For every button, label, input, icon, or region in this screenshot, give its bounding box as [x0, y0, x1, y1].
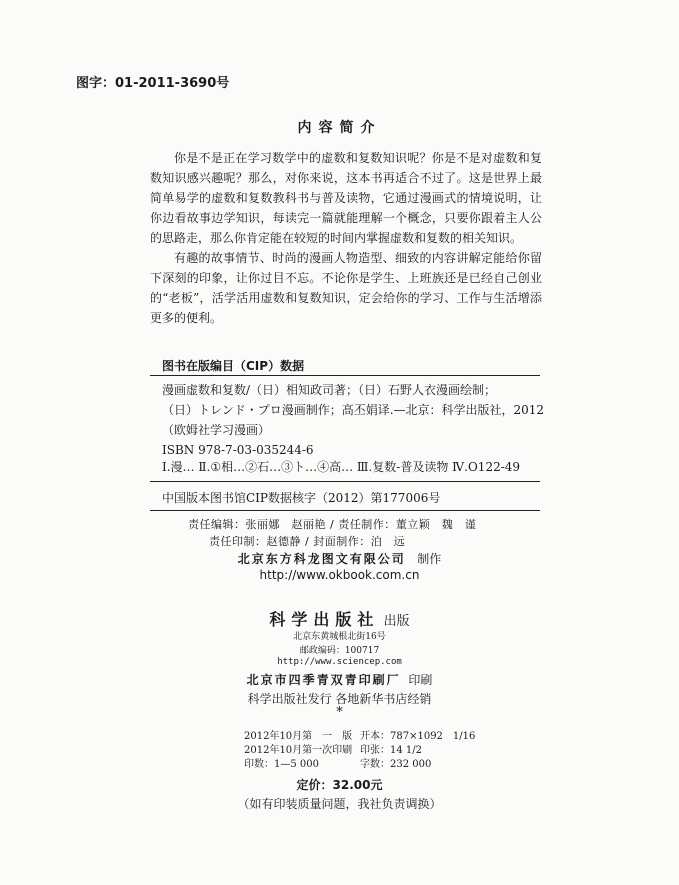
producer	[0, 550, 679, 567]
quality-note: （如有印装质量问题，我社负责调换）	[237, 797, 442, 811]
producer-role: 制作	[417, 552, 442, 566]
printer-role: 印刷	[408, 673, 433, 687]
cip-line: ISBN 978-7-03-035244-6	[162, 443, 314, 457]
cip-classification: Ⅰ.漫… Ⅱ.①相…②石…③ト…④高… Ⅲ.复数-普及读物 Ⅳ.O122-49	[162, 460, 521, 474]
edition-left: 2012年10月第一次印刷	[244, 745, 353, 756]
registration-number: 图字：01-2011-3690号	[76, 76, 230, 91]
edition-row	[244, 741, 422, 756]
cip-body	[162, 380, 544, 460]
cip-line: （日）トレンド・プロ漫画制作；高丕娟译.—北京：科学出版社，2012	[162, 403, 545, 417]
price	[0, 776, 679, 793]
publisher-zip: 邮政编码：100717	[299, 646, 380, 656]
cip-bottom-rule	[150, 510, 540, 511]
publisher-address: 北京东黄城根北街16号	[293, 632, 386, 642]
edition-row	[244, 727, 476, 742]
edition-right: 字数：232 000	[360, 759, 432, 770]
edition-row	[244, 755, 432, 770]
intro-paragraph: 有趣的故事情节、时尚的漫画人物造型、细致的内容讲解定能给你留下深刻的印象，让你过目不忘。不论你是学生、上班族还是已经自己创业的“老板”，活学活用虚数和复数知识，定会给你的学习、工作与生活增添更多的便利。	[150, 251, 542, 325]
edition-right: 开本：787×1092 1/16	[360, 731, 476, 742]
publisher	[0, 607, 679, 630]
producer-url: http://www.okbook.com.cn	[259, 568, 420, 582]
cip-middle-rule	[150, 481, 540, 482]
credits-line-2: 责任印制：赵德静 / 封面制作：泊 远	[209, 535, 406, 548]
price-text: 定价：32.00元	[296, 778, 383, 792]
cip-number: 中国版本图书馆CIP数据核字（2012）第177006号	[162, 491, 441, 505]
printer	[0, 671, 679, 688]
publisher-url: http://www.sciencep.com	[277, 657, 402, 667]
producer-name: 北京东方科龙图文有限公司	[237, 552, 406, 566]
intro-title: 内容简介	[297, 120, 382, 136]
separator-star: *	[336, 705, 343, 720]
edition-left: 2012年10月第 一 版	[244, 731, 353, 742]
printer-name: 北京市四季青双青印刷厂	[246, 673, 401, 687]
cip-line: （欧姆社学习漫画）	[162, 423, 271, 437]
credits-line-1: 责任编辑：张丽娜 赵丽艳 / 责任制作：董立颖 魏 谨	[188, 518, 477, 531]
intro-paragraph: 你是不是正在学习数学中的虚数和复数知识呢？你是不是对虚数和复数知识感兴趣呢？那么，对你来说，这本书再适合不过了。这是世界上最简单易学的虚数和复数教科书与普及读物，它通过漫画式的情境说明，让你边看故事边学知识，每读完一篇就能理解一个概念，只要你跟着主人公的思路走，那么你肯定能在较短的时间内掌握虚数和复数的相关知识。	[150, 151, 542, 245]
publisher-name: 科学出版社	[269, 610, 380, 629]
cip-title: 图书在版编目（CIP）数据	[162, 359, 305, 373]
edition-right: 印张：14 1/2	[360, 745, 422, 756]
distribution: 科学出版社发行 各地新华书店经销	[247, 692, 432, 706]
publisher-role: 出版	[383, 614, 410, 629]
edition-left: 印数：1—5 000	[244, 759, 319, 770]
intro-text	[150, 148, 542, 328]
cip-line: 漫画虚数和复数/（日）相知政司著；（日）石野人衣漫画绘制；	[162, 383, 497, 397]
cip-top-rule	[150, 375, 540, 376]
